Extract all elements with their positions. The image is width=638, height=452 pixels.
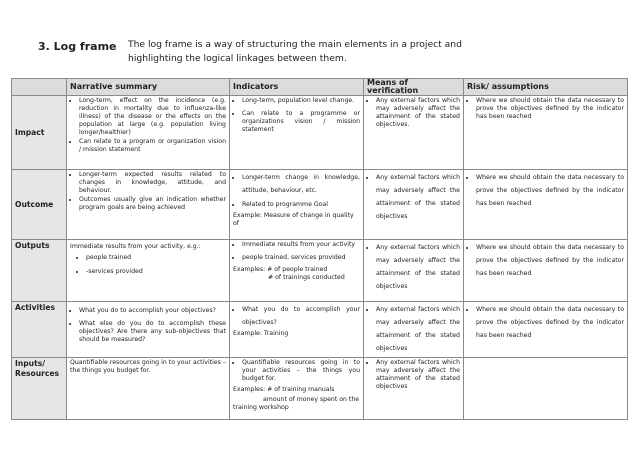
indicators-example: Example: Training xyxy=(233,330,289,337)
list-item: • What else do you do to accomplish these objectives? Are there any sub-objectives that should be measured? xyxy=(79,320,226,344)
list-item: • Can relate to a program or organization vision / mission statement xyxy=(79,138,226,154)
section-header xyxy=(0,0,638,78)
column-header: Risk/ assumptions xyxy=(464,79,628,96)
list-item: • Quantifiable resources going in to your activities – the things you budget for. xyxy=(242,359,360,383)
column-header: Narrative summary xyxy=(67,79,230,96)
list-item: • Any external factors which may adversely affect the attainment of the stated objectives xyxy=(376,359,460,391)
list-item: • Where we should obtain the data necessary to prove the objectives defined by the indicator has been reached xyxy=(476,241,624,280)
row-label: Impact xyxy=(12,96,67,170)
list-item: • Where we should obtain the data necessary to prove the objectives defined by the indicator has been reached xyxy=(476,303,624,342)
list-item: • people trained xyxy=(86,251,226,264)
table-row-inputs xyxy=(12,358,628,420)
means-cell xyxy=(364,170,464,240)
column-header: Indicators xyxy=(230,79,364,96)
list-item: • -services provided xyxy=(86,265,226,278)
risk-cell xyxy=(464,170,628,240)
list-item: • Where we should obtain the data necessary to prove the objectives defined by the indicator has been reached xyxy=(476,171,624,210)
narrative-text: Quantifiable resources going in to your activities – the things you budget for. xyxy=(70,359,226,374)
row-label-line: Inputs/ xyxy=(15,359,45,368)
list-item: • Longer-term expected results related to changes in knowledge, attitude, and behaviour. xyxy=(79,171,226,195)
risk-cell xyxy=(464,96,628,170)
means-cell xyxy=(364,96,464,170)
indicators-example: Examples: # of training manuals xyxy=(233,386,335,393)
means-cell xyxy=(364,240,464,302)
narrative-cell xyxy=(67,358,230,420)
risk-cell xyxy=(464,302,628,358)
means-cell xyxy=(364,358,464,420)
list-item: • people trained, services provided xyxy=(242,254,360,262)
list-item: • Any external factors which may adversely affect the attainment of the stated objectives. xyxy=(376,97,460,129)
table-row-impact xyxy=(12,96,628,170)
indicators-cell xyxy=(230,302,364,358)
table-row-outcome xyxy=(12,170,628,240)
list-item: • Long-term, effect on the incidence (e.g. reduction in mortality due to influenza-like illness) of the disease or the effects on the population at large (e.g. population living longer/healthier) xyxy=(79,97,226,137)
table-row-activities xyxy=(12,302,628,358)
table-header-row xyxy=(12,79,628,96)
row-label: Outcome xyxy=(12,170,67,240)
section-description: The log frame is a way of structuring the main elements in a project and highlighting the logical linkages between them. xyxy=(128,39,462,64)
list-item: • Any external factors which may adversely affect the attainment of the stated objectives xyxy=(376,303,460,355)
list-item: • Long-term, population level change. xyxy=(242,97,360,105)
indicators-cell xyxy=(230,96,364,170)
row-label xyxy=(12,358,67,420)
row-label: Outputs xyxy=(12,240,67,302)
indicators-example: # of trainings conducted xyxy=(268,274,345,281)
log-frame-table xyxy=(11,78,628,420)
narrative-cell xyxy=(67,240,230,302)
indicators-cell xyxy=(230,358,364,420)
indicators-cell xyxy=(230,240,364,302)
indicators-example: amount of money spent on the training workshop xyxy=(233,396,360,411)
narrative-cell xyxy=(67,96,230,170)
table-row-outputs xyxy=(12,240,628,302)
list-item: • Where we should obtain the data necessary to prove the objectives defined by the indicator has been reached xyxy=(476,97,624,121)
means-cell xyxy=(364,302,464,358)
list-item: • Related to programme Goal xyxy=(242,198,360,211)
list-item: • Outcomes usually give an indication whether program goals are being achieved xyxy=(79,196,226,212)
list-item: • Any external factors which may adversely affect the attainment of the stated objectives xyxy=(376,241,460,293)
list-item: • Longer-term change in knowledge, attitude, behaviour, etc. xyxy=(242,171,360,197)
row-label-line: Resources xyxy=(15,369,60,378)
list-item: • Immediate results from your activity xyxy=(242,241,360,249)
section-title: 3. Log frame xyxy=(38,40,117,53)
list-item: • Any external factors which may adversely affect the attainment of the stated objectives xyxy=(376,171,460,223)
narrative-cell xyxy=(67,170,230,240)
indicators-example: Example: Measure of change in quality of xyxy=(233,212,354,227)
row-label: Activities xyxy=(12,302,67,358)
indicators-example: Examples: # of people trained xyxy=(233,266,328,273)
risk-cell xyxy=(464,240,628,302)
narrative-intro: Immediate results from your activity, e.g.: xyxy=(70,243,201,250)
list-item: • What you do to accomplish your objectives? xyxy=(79,307,226,315)
column-header: Means of verification xyxy=(364,79,464,96)
corner-cell xyxy=(12,79,67,96)
narrative-cell xyxy=(67,302,230,358)
risk-cell xyxy=(464,358,628,420)
list-item: • What you do to accomplish your objectives? xyxy=(242,303,360,329)
indicators-cell xyxy=(230,170,364,240)
list-item: • Can relate to a programme or organizations vision / mission statement xyxy=(242,110,360,134)
